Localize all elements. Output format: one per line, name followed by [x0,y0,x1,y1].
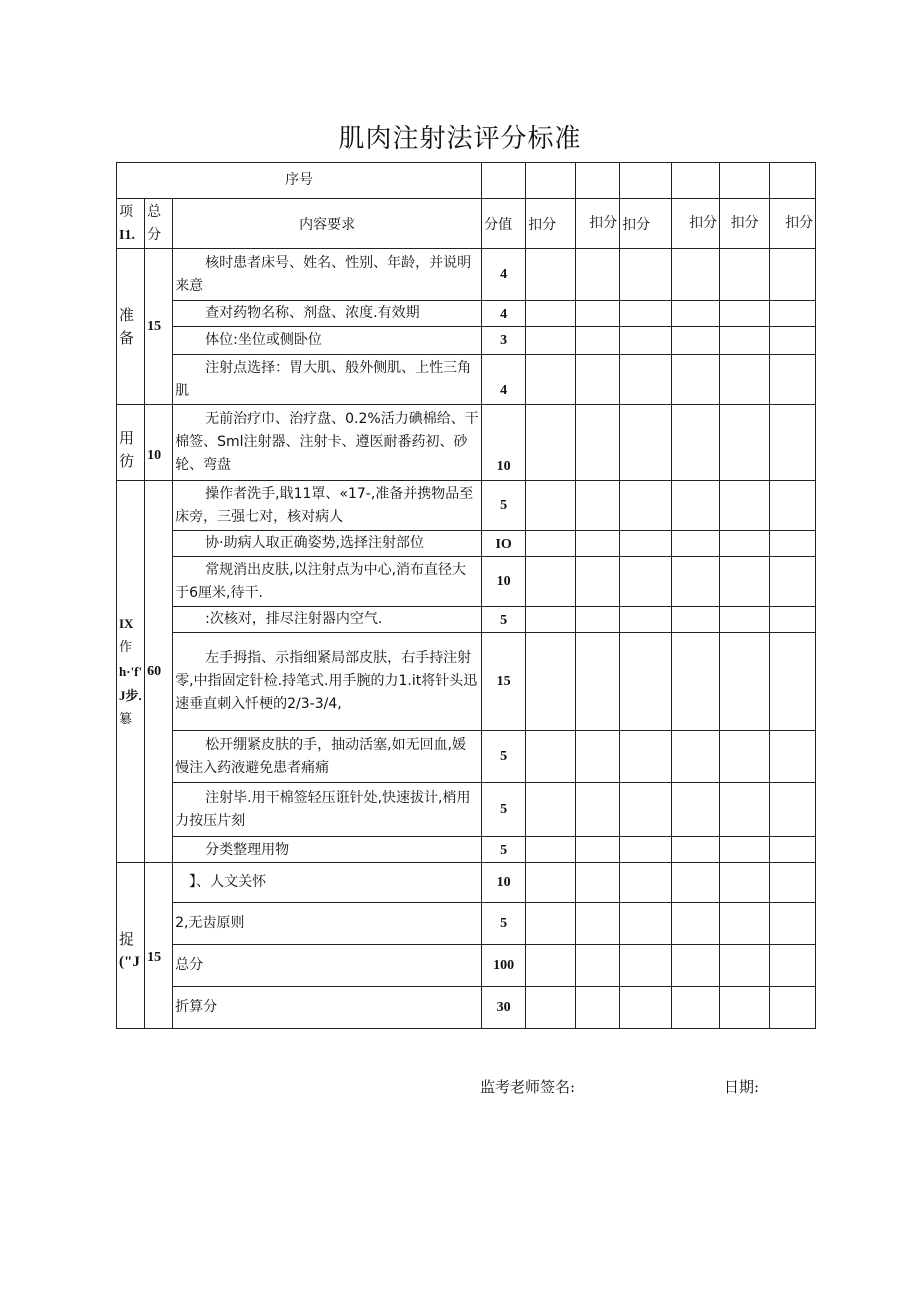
blank-cell [576,163,620,199]
content-cell: 折算分 [173,987,482,1029]
blank-cell [770,163,816,199]
section-category: 捉 ("J [117,863,145,1029]
score-cell: 10 [482,863,526,903]
score-cell: 4 [482,355,526,405]
content-cell: 2,无齿原则 [173,903,482,945]
score-cell: 5 [482,481,526,531]
blank-cell [672,163,720,199]
score-cell: 5 [482,837,526,863]
section-category: 用 彷 [117,405,145,481]
content-cell: 左手拇指、示指细紧局部皮肤，右手持注射零,中指固定针检.持笔式.用手腕的力1.it将针头迅速垂直刺入忏梗的2/3-3/4, [173,633,482,731]
table-row [117,783,816,837]
content-cell: 总分 [173,945,482,987]
deduct-col-header: 扣分 [770,199,816,249]
table-row [117,249,816,301]
content-cell: 注射点选择：胃大肌、般外侧肌、上性三角肌 [173,355,482,405]
content-cell: 操作者洗手,戢11罩、«17-,准备并携物品至床旁，三强七对，核对病人 [173,481,482,531]
score-cell: 5 [482,903,526,945]
table-row [117,837,816,863]
content-cell: 注射毕.用干棉签轻压诳针处,快速拔计,梢用力按压片刻 [173,783,482,837]
table-row [117,987,816,1029]
score-cell: 15 [482,633,526,731]
content-cell: 协·助病人取正确姿势,选择注射部位 [173,531,482,557]
section-total: 60 [145,481,173,863]
blank-cell [482,163,526,199]
score-cell: 5 [482,783,526,837]
score-cell: IO [482,531,526,557]
score-cell: 4 [482,301,526,327]
deduct-col-header: 扣分 [672,199,720,249]
table-row [117,355,816,405]
content-cell: 查对药物名称、剂盘、浓度.有效期 [173,301,482,327]
section-total: 15 [145,863,173,1029]
content-cell: :次核对，排尽注射器内空气. [173,607,482,633]
content-cell: 无前治疗巾、治疗盘、0.2%活力碘棉给、干棉签、Sml注射器、注射卡、遵医耐番药初、砂轮、弯盘 [173,405,482,481]
content-col-header: 内容要求 [173,199,482,249]
score-cell: 10 [482,557,526,607]
section-total: 10 [145,405,173,481]
table-row [117,945,816,987]
table-row [117,557,816,607]
content-cell: 体位:坐位或侧卧位 [173,327,482,355]
examiner-signature-label: 监考老师签名: [480,1078,576,1096]
content-cell: 核时患者床号、姓名、性别、年龄，并说明来意 [173,249,482,301]
score-cell: 30 [482,987,526,1029]
content-cell: 常规消出皮肤,以注射点为中心,消布直径大于6厘米,待干. [173,557,482,607]
score-cell: 5 [482,731,526,783]
section-category: IX 作 h·'f' J步. 簒 [117,481,145,863]
content-cell: 分类整理用物 [173,837,482,863]
table-row [117,531,816,557]
header-row-serial [117,163,816,199]
score-col-header: 分值 [482,199,526,249]
table-row [117,903,816,945]
deduct-col-header: 扣分 [576,199,620,249]
scoring-table [116,162,816,1029]
score-cell: 10 [482,405,526,481]
content-cell: 】、人文关怀 [173,863,482,903]
table-row [117,633,816,731]
score-cell: 3 [482,327,526,355]
item-col-header: 项 I1. [117,199,145,249]
score-cell: 100 [482,945,526,987]
table-row [117,731,816,783]
section-category: 准 备 [117,249,145,405]
table-row [117,405,816,481]
page-title: 肌肉注射法评分标准 [338,124,582,154]
serial-header: 序号 [117,163,482,199]
blank-cell [620,163,672,199]
table-row [117,863,816,903]
score-cell: 5 [482,607,526,633]
header-row-columns [117,199,816,249]
deduct-col-header: 扣分 [620,199,672,249]
content-cell: 松开绷紧皮肤的手，抽动活塞,如无回血,媛慢注入药液避免患者痛痛 [173,731,482,783]
table-row [117,607,816,633]
deduct-col-header: 扣分 [526,199,576,249]
blank-cell [720,163,770,199]
total-col-header: 总 分 [145,199,173,249]
table-row [117,327,816,355]
table-row [117,481,816,531]
blank-cell [526,163,576,199]
date-label: 日期: [724,1078,760,1096]
score-cell: 4 [482,249,526,301]
table-row [117,301,816,327]
section-total: 15 [145,249,173,405]
deduct-col-header: 扣分 [720,199,770,249]
